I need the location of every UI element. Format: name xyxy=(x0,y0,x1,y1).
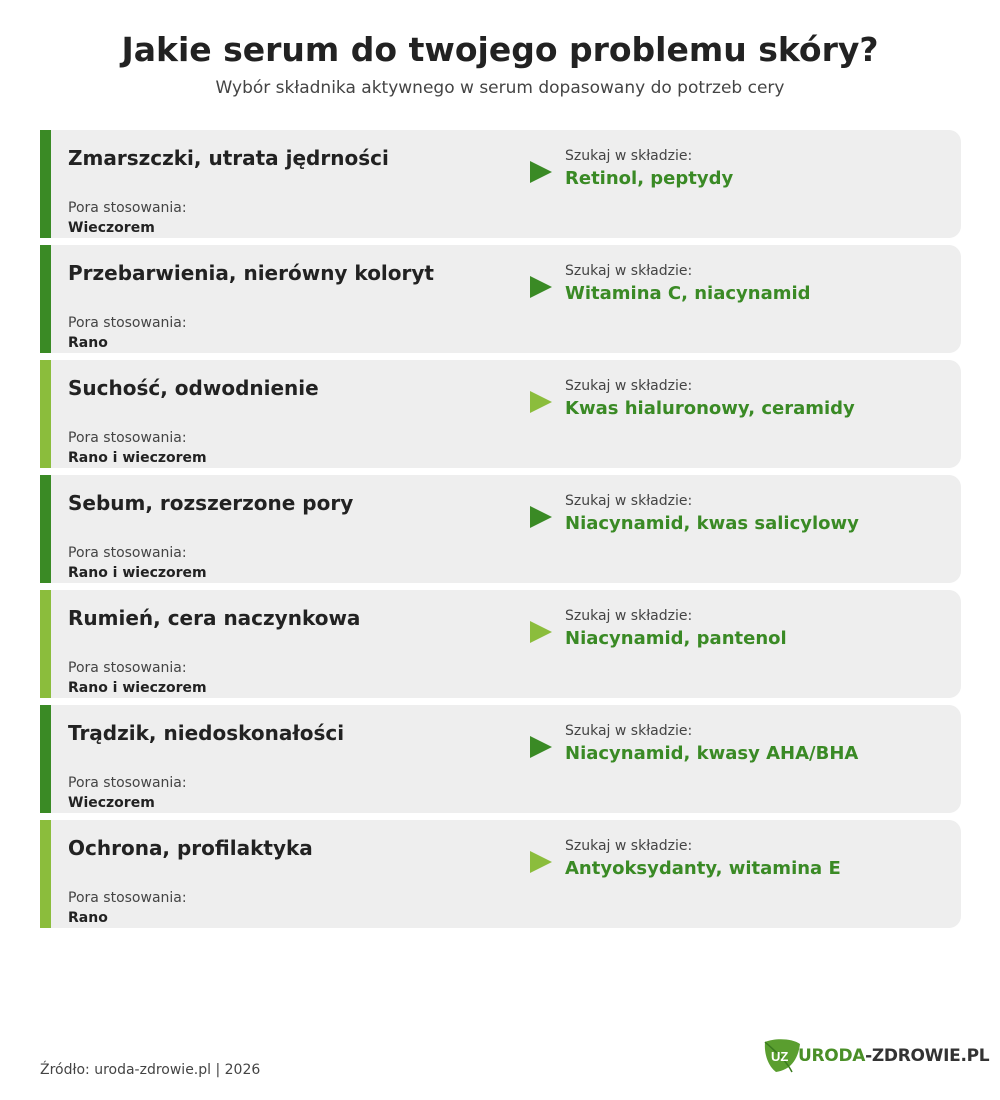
page-title: Jakie serum do twojego problemu skóry? xyxy=(121,30,879,69)
problem-title: Suchość, odwodnienie xyxy=(68,376,319,400)
problem-title: Trądzik, niedoskonałości xyxy=(68,721,345,745)
logo-name xyxy=(798,1046,989,1066)
when-value: Rano i wieczorem xyxy=(68,565,207,581)
when-label: Pora stosowania: xyxy=(68,315,187,331)
look-for-label: Szukaj w składzie: xyxy=(565,838,693,854)
problem-title: Przebarwienia, nierówny koloryt xyxy=(68,261,434,285)
problem-title: Ochrona, profilaktyka xyxy=(68,836,313,860)
brand-logo xyxy=(762,1036,990,1076)
look-for-label: Szukaj w składzie: xyxy=(565,378,693,394)
leaf-logo-icon xyxy=(762,1036,802,1076)
ingredient-value: Antyoksydanty, witamina E xyxy=(565,858,841,879)
problem-title: Zmarszczki, utrata jędrności xyxy=(68,146,389,170)
accent-bar xyxy=(40,130,51,238)
ingredient-value: Niacynamid, pantenol xyxy=(565,628,787,649)
when-label: Pora stosowania: xyxy=(68,775,187,791)
ingredient-value: Niacynamid, kwas salicylowy xyxy=(565,513,859,534)
logo-name-part2: -ZDROWIE.PL xyxy=(865,1046,990,1066)
accent-bar xyxy=(40,360,51,468)
look-for-label: Szukaj w składzie: xyxy=(565,493,693,509)
ingredient-value: Kwas hialuronowy, ceramidy xyxy=(565,398,855,419)
problem-row xyxy=(40,705,961,813)
when-value: Wieczorem xyxy=(68,795,155,811)
arrow-right-icon xyxy=(530,736,552,758)
problem-row xyxy=(40,360,961,468)
when-label: Pora stosowania: xyxy=(68,430,187,446)
problem-row xyxy=(40,820,961,928)
when-label: Pora stosowania: xyxy=(68,660,187,676)
look-for-label: Szukaj w składzie: xyxy=(565,263,693,279)
when-value: Rano xyxy=(68,335,108,351)
arrow-right-icon xyxy=(530,161,552,183)
arrow-right-icon xyxy=(530,621,552,643)
look-for-label: Szukaj w składzie: xyxy=(565,608,693,624)
problem-row xyxy=(40,590,961,698)
problem-title: Rumień, cera naczynkowa xyxy=(68,606,361,630)
when-label: Pora stosowania: xyxy=(68,545,187,561)
problem-row xyxy=(40,245,961,353)
when-value: Rano i wieczorem xyxy=(68,450,207,466)
arrow-right-icon xyxy=(530,276,552,298)
accent-bar xyxy=(40,590,51,698)
accent-bar xyxy=(40,245,51,353)
accent-bar xyxy=(40,820,51,928)
source-note: Źródło: uroda-zdrowie.pl | 2026 xyxy=(40,1062,261,1078)
when-value: Rano xyxy=(68,910,108,926)
logo-mark-text: UZ xyxy=(771,1049,789,1064)
page-subtitle: Wybór składnika aktywnego w serum dopasowany do potrzeb cery xyxy=(215,78,785,98)
ingredient-value: Witamina C, niacynamid xyxy=(565,283,811,304)
logo-name-part1: URODA xyxy=(798,1046,866,1066)
problem-row xyxy=(40,475,961,583)
arrow-right-icon xyxy=(530,506,552,528)
ingredient-value: Retinol, peptydy xyxy=(565,168,734,189)
arrow-right-icon xyxy=(530,851,552,873)
when-value: Rano i wieczorem xyxy=(68,680,207,696)
accent-bar xyxy=(40,705,51,813)
problem-row xyxy=(40,130,961,238)
when-label: Pora stosowania: xyxy=(68,890,187,906)
serum-table xyxy=(40,130,961,935)
accent-bar xyxy=(40,475,51,583)
look-for-label: Szukaj w składzie: xyxy=(565,148,693,164)
when-label: Pora stosowania: xyxy=(68,200,187,216)
look-for-label: Szukaj w składzie: xyxy=(565,723,693,739)
ingredient-value: Niacynamid, kwasy AHA/BHA xyxy=(565,743,859,764)
when-value: Wieczorem xyxy=(68,220,155,236)
arrow-right-icon xyxy=(530,391,552,413)
problem-title: Sebum, rozszerzone pory xyxy=(68,491,354,515)
